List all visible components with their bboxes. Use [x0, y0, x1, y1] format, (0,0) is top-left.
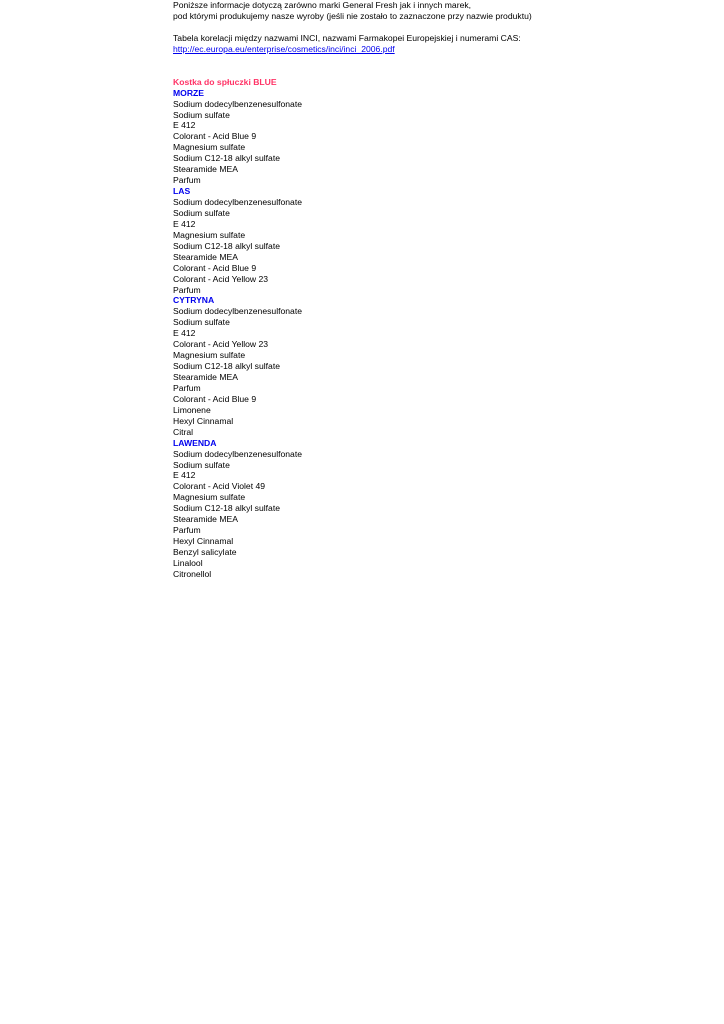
- ingredient-item: E 412: [173, 470, 196, 481]
- ingredient-item: Magnesium sulfate: [173, 142, 246, 153]
- ingredient-item: Sodium sulfate: [173, 109, 230, 120]
- document-body: [173, 0, 713, 580]
- ingredient-item: Stearamide MEA: [173, 164, 238, 175]
- ingredient-item: Parfum: [173, 284, 201, 295]
- ingredient-item: Sodium sulfate: [173, 317, 230, 328]
- variant-name-cytryna: CYTRYNA: [173, 295, 215, 306]
- ingredient-item: E 412: [173, 218, 196, 229]
- inci-table-text: Tabela korelacji między nazwami INCI, nazwami Farmakopei Europejskiej i numerami CAS:: [173, 32, 521, 43]
- ingredient-item: Magnesium sulfate: [173, 229, 246, 240]
- ingredient-item: Sodium sulfate: [173, 459, 230, 470]
- ingredient-item: Colorant - Acid Blue 9: [173, 262, 257, 273]
- ingredient-item: Parfum: [173, 525, 201, 536]
- ingredient-item: Stearamide MEA: [173, 514, 238, 525]
- variant-name-las: LAS: [173, 186, 191, 197]
- ingredient-item: Sodium C12-18 alkyl sulfate: [173, 240, 280, 251]
- variant-name-lawenda: LAWENDA: [173, 437, 217, 448]
- ingredient-item: Sodium C12-18 alkyl sulfate: [173, 503, 280, 514]
- ingredient-item: Sodium dodecylbenzenesulfonate: [173, 197, 302, 207]
- ingredient-item: Sodium dodecylbenzenesulfonate: [173, 98, 302, 109]
- ingredient-item: Colorant - Acid Blue 9: [173, 393, 257, 404]
- ingredient-item: Colorant - Acid Blue 9: [173, 131, 257, 142]
- ingredient-item: Magnesium sulfate: [173, 350, 246, 361]
- ingredient-item: Colorant - Acid Yellow 23: [173, 339, 269, 350]
- ingredient-item: Sodium C12-18 alkyl sulfate: [173, 361, 280, 372]
- ingredient-item: E 412: [173, 120, 196, 131]
- ingredient-item: Hexyl Cinnamal: [173, 415, 234, 426]
- ingredient-item: Sodium dodecylbenzenesulfonate: [173, 306, 302, 317]
- inci-table-link[interactable]: http://ec.europa.eu/enterprise/cosmetics/inci/inci_2006.pdf: [173, 43, 395, 54]
- ingredient-item: Colorant - Acid Yellow 23: [173, 273, 269, 284]
- ingredient-item: Hexyl Cinnamal: [173, 536, 234, 547]
- ingredient-item: Linalool: [173, 557, 203, 568]
- ingredient-item: Citral: [173, 426, 194, 437]
- ingredient-item: Parfum: [173, 175, 201, 186]
- ingredient-item: Benzyl salicylate: [173, 547, 237, 557]
- spacer: [173, 55, 713, 77]
- ingredient-item: Sodium sulfate: [173, 207, 230, 218]
- variant-list: [173, 88, 713, 580]
- intro-line-1: Poniższe informacje dotyczą zarówno marki General Fresh jak i innych marek,: [173, 0, 472, 10]
- ingredient-item: Citronellol: [173, 568, 212, 579]
- ingredient-item: Limonene: [173, 404, 211, 415]
- ingredient-item: Magnesium sulfate: [173, 492, 246, 503]
- ingredient-item: Stearamide MEA: [173, 372, 238, 382]
- variant-name-morze: MORZE: [173, 87, 205, 98]
- ingredient-item: Stearamide MEA: [173, 251, 238, 262]
- intro-line-2: pod którymi produkujemy nasze wyroby (jeśli nie zostało to zaznaczone przy nazwie produktu): [173, 10, 532, 21]
- ingredient-item: Parfum: [173, 382, 201, 393]
- product-title: Kostka do spłuczki BLUE: [173, 76, 277, 87]
- spacer: [173, 22, 713, 33]
- ingredient-item: Sodium dodecylbenzenesulfonate: [173, 448, 302, 459]
- ingredient-item: E 412: [173, 328, 196, 339]
- ingredient-item: Colorant - Acid Violet 49: [173, 481, 266, 492]
- ingredient-item: Sodium C12-18 alkyl sulfate: [173, 153, 280, 164]
